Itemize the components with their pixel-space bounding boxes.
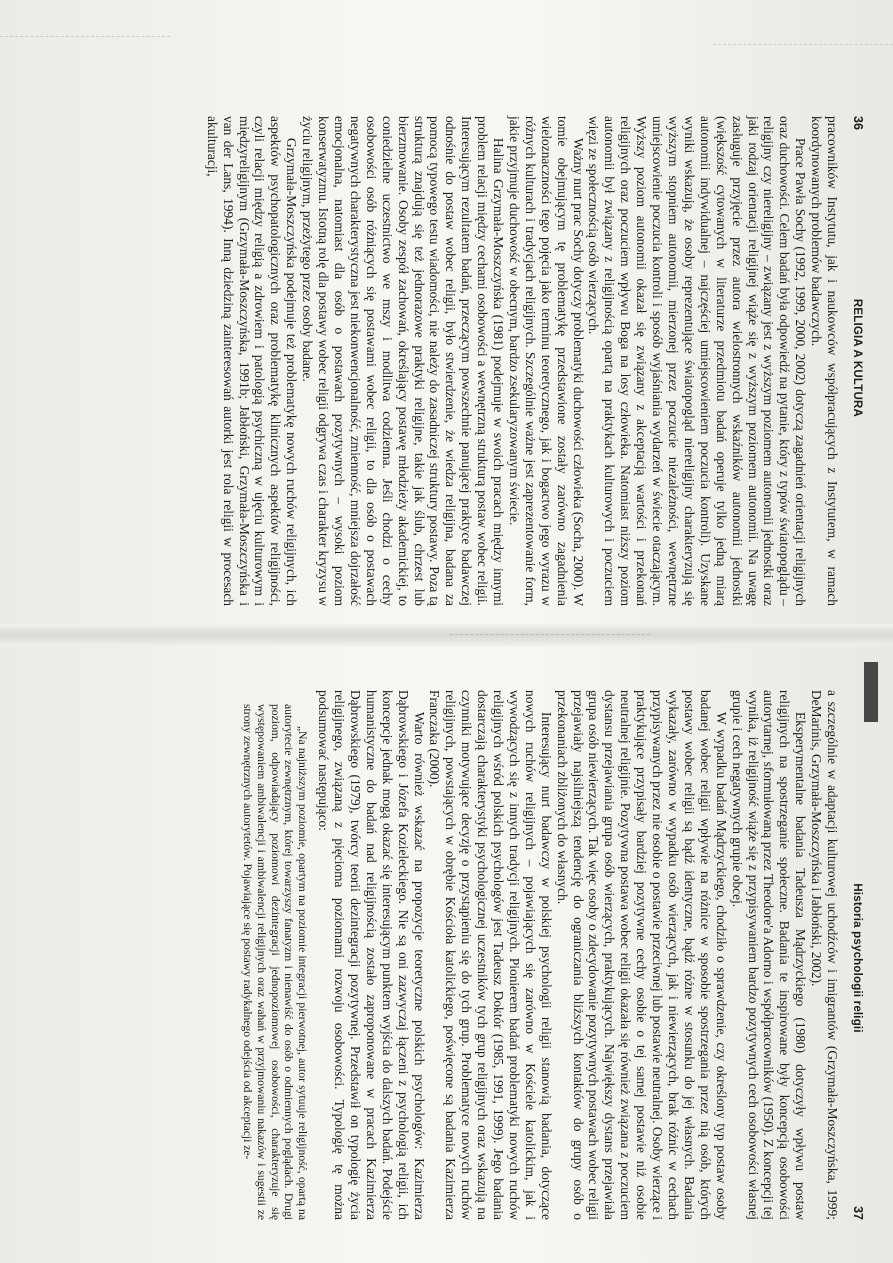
page-gutter [0,624,893,646]
book-page-right [145,690,865,1220]
running-title: Historia psychologii religii [851,883,863,1033]
paragraph: Warto również wskazać na propozycje teoretyczne polskich psychologów: Kazimierza Dąbrowskiego i Józefa Kozieleckiego. Nie są oni zazwyczaj łączeni z psychologią religii, ich koncepcje jednak mogą okazać się interesującym punktem wyjścia do dalszych badań. Podejście humanistyczne do badań nad religijnością zostało zaproponowane w pracach Kazimierza Dąbrowskiego (1979), twórcy teorii dezintegracji pozytywnej. Przedstawił on typologię życia religijnego, związaną z pięcioma poziomami rozwoju osobowości. Typologię tę można podsumować następująco: [316,690,427,1220]
paragraph: Interesujący nurt badawczy w polskiej psychologii religii stanowią badania, dotyczące nowych ruchów religijnych – pojawiających się zarówno w Kościele katolickim, jak i wywodzących się z innych tradycji religijnych. Pionierem badań problematyki nowych ruchów religijnych wśród polskich psychologów jest Tadeusz Doktór (1985, 1991, 1999). Jego badania dostarczają charakterystyki psychologicznej uczestników tych grup religijnych oraz wskazują na czynniki motywujące decyzję o przystąpieniu się do tych grup. Problematyce nowych ruchów religijnych, powstających w obrębie Kościoła katolickiego, poświęcone są badania Kazimierza Franczaka (2000). [427,690,554,1220]
book-page-left [125,116,865,606]
page-number: 36 [851,116,865,130]
paragraph: a szczególnie w adaptacji kulturowej uchodźców i imigrantów (Grzymała-Moszczyńska, 1999; DeMarinis, Grzymała-Moszczyńska i Jabłoński, 2002). [809,690,841,1220]
block-quote: „Na najniższym poziomie, opartym na poziomie integracji pierwotnej, autor sytuuje religijność, opartą na autorytecie zewnętrznym, której towarzyszy fanatyzm i nienawiść do osób o odmiennych poglądach. Drugi poziom, odpowiadający poziomowi dezintegracji jednopoziomowej osobowości, charakteryzuje się występowaniem ambiwalencji i ambiwalencji religijnych oraz wahań w przyjmowaniu nakazów i sugestii ze strony zewnętrznych autorytetów. Pojawiające się postawy radykalnego odejścia od akceptacji ze- [241,704,310,1220]
paragraph: pracowników Instytutu, jak i naukowców współpracujących z Instytutem, w ramach koordynowanych problemów badawczych. [809,116,841,606]
paragraph: Prace Pawła Sochy (1992, 1999, 2000, 2002) dotyczą zagadnień orientacji religijnych oraz duchowości. Celem badań była odpowiedź na pytanie, który z typów światopoglądu – religijny czy niereligijny – związany jest z wyższym poziomem autonomii jednostki oraz jaki rodzaj orientacji religijnej wiąże się z wyższym poziomem autonomii. Na uwagę zasługuje przyjęcie przez autora wielostronnych wskaźników autonomii jednostki (większość cytowanych w literaturze przedmiotu badań operuje tylko jedną miarą autonomii indywidualnej – najczęściej umiejscowieniem poczucia kontroli). Uzyskane wyniki wskazują, że osoby reprezentujące światopogląd niereligijny charakteryzują się wyższym stopniem autonomii, mierzonej przez poczucie niezależności, wewnętrzne umiejscowienie poczucia kontroli i sposób wyjaśniania wydarzeń w świecie otaczającym. Wyższy poziom autonomii okazał się związany z akceptacją wartości i przekonań religijnych oraz poczuciem wpływu Boga na losy człowieka. Natomiast niższy poziom autonomii był związany z religijnością opartą na praktykach kulturowych i poczuciem więzi ze społecznością osób wierzących. [586,116,809,606]
scan-artifact [450,634,650,638]
paragraph: Halina Grzymała-Moszczyńska (1981) podejmuje w swoich pracach między innymi problem relacji między cechami osobowości a wewnętrzną strukturą postaw wobec religii. Interesującym rezultatem badań, przeczącym powszechnie panującej praktyce badawczej odnośnie do postaw wobec religii, było stwierdzenie, że wiedza religijna, badana za pomocą typowego testu wiadomości, nie należy do zasadniczej struktury postawy. Poza tą strukturą znajdują się też jednorazowe praktyki religijne, takie jak ślub, chrzest lub bierzmowanie. Osoby zespół zachowań, określający postawę młodzieży akademickiej, to coniedzielne uczestnictwo we mszy i modlitwa codzienna. Jeśli chodzi o cechy osobowości osób różniących się postawami wobec religii, to dla osób o postawach negatywnych charakterystyczna jest niekonwencjonalność, zmienność, mniejsza dojrzałość emocjonalna, natomiast dla osób o postawach pozytywnych – wysoki poziom konserwatyzmu. Istotną rolę dla postawy wobec religii odgrywa czas i charakter kryzysu w życiu religijnym, przeżytego przez osoby badane. [300,116,507,606]
running-header [848,690,865,1220]
page-number: 37 [851,1206,865,1220]
paragraph: Ważny nurt prac Sochy dotyczy problematyki duchowości człowieka (Socha, 2000). W tomie obejmującym tę problematykę przedstawione zostały zarówno zagadnienia wieloznaczności tego pojęcia jako terminu teoretycznego, jak i bogactwo jego wyrazu w różnych kulturach i tradycjach religijnych. Szczególnie ważne jest zaprezentowanie form, jakie przyjmuje duchowość w obecnym, bardzo zsekularyzowanym świecie. [506,116,586,606]
paragraph: Eksperymentalne badania Tadeusza Mądrzyckiego (1980) dotyczyły wpływu postaw religijnych na spostrzeganie społeczne. Badania te inspirowane były koncepcją osobowości autorytarnej, sformułowaną przez Theodore'a Adorno i współpracowników (1950). Z koncepcji tej wynika, iż religijność wiąże się z przypisywaniem bardzo pozytywnych cech osobowości własnej grupie i cech negatywnych grupie obcej. [729,690,809,1220]
scan-artifact [0,36,170,41]
running-title: RELIGIA A KULTURA [851,298,863,418]
scan-smudge [864,662,878,722]
paragraph: W wypadku badań Mądrzyckiego, chodziło o sprawdzenie, czy określony typ postaw osoby badanej wobec religii wpływie na różnice w sposobie spostrzegania przez nią osób, których postawy wobec religii są bądź identyczne, bądź różne w stosunku do jej własnych. Badania wykazały, zarówno w wypadku osób wierzących, jak i niewierzących, brak różnic w cechach przypisywanych przez nie osobie o postawie przeciwnej lub postawie neutralnej. Osoby wierzące i praktykujące przypisały bardziej pozytywne cechy osobie o tej samej postawie niż osobie neutralnej religijnie. Pozytywna postawa wobec religii okazała się również związana z poczuciem dystansu przejawiania grupa osób wierzących, praktykujących. Największy dystans przejawiała grupa osób niewierzących. Tak więc osoby o zdecydowanie pozytywnych postawach wobec religii przejawiały najsilniejszą tendencję do ograniczania bliższych kontaktów do grupy osób o przekonaniach zbliżonych do własnych. [554,690,729,1220]
running-header [848,116,865,606]
scan-artifact [713,44,893,48]
paragraph: Grzymała-Moszczyńska podejmuje też problematykę nowych ruchów religijnych, ich aspektów psychopatologicznych oraz problematykę klinicznych aspektów religijności, czyli relacji między religią a zdrowiem i patologią psychiczną w ujęciu kulturowym i międzyreligijnym (Grzymała-Moszczyńska, 1991b; Jabłoński, Grzymała-Moszczyńska i van der Lans, 1994). Inną dziedziną zainteresowań autorki jest rola religii w procesach akulturacji, [204,116,300,606]
